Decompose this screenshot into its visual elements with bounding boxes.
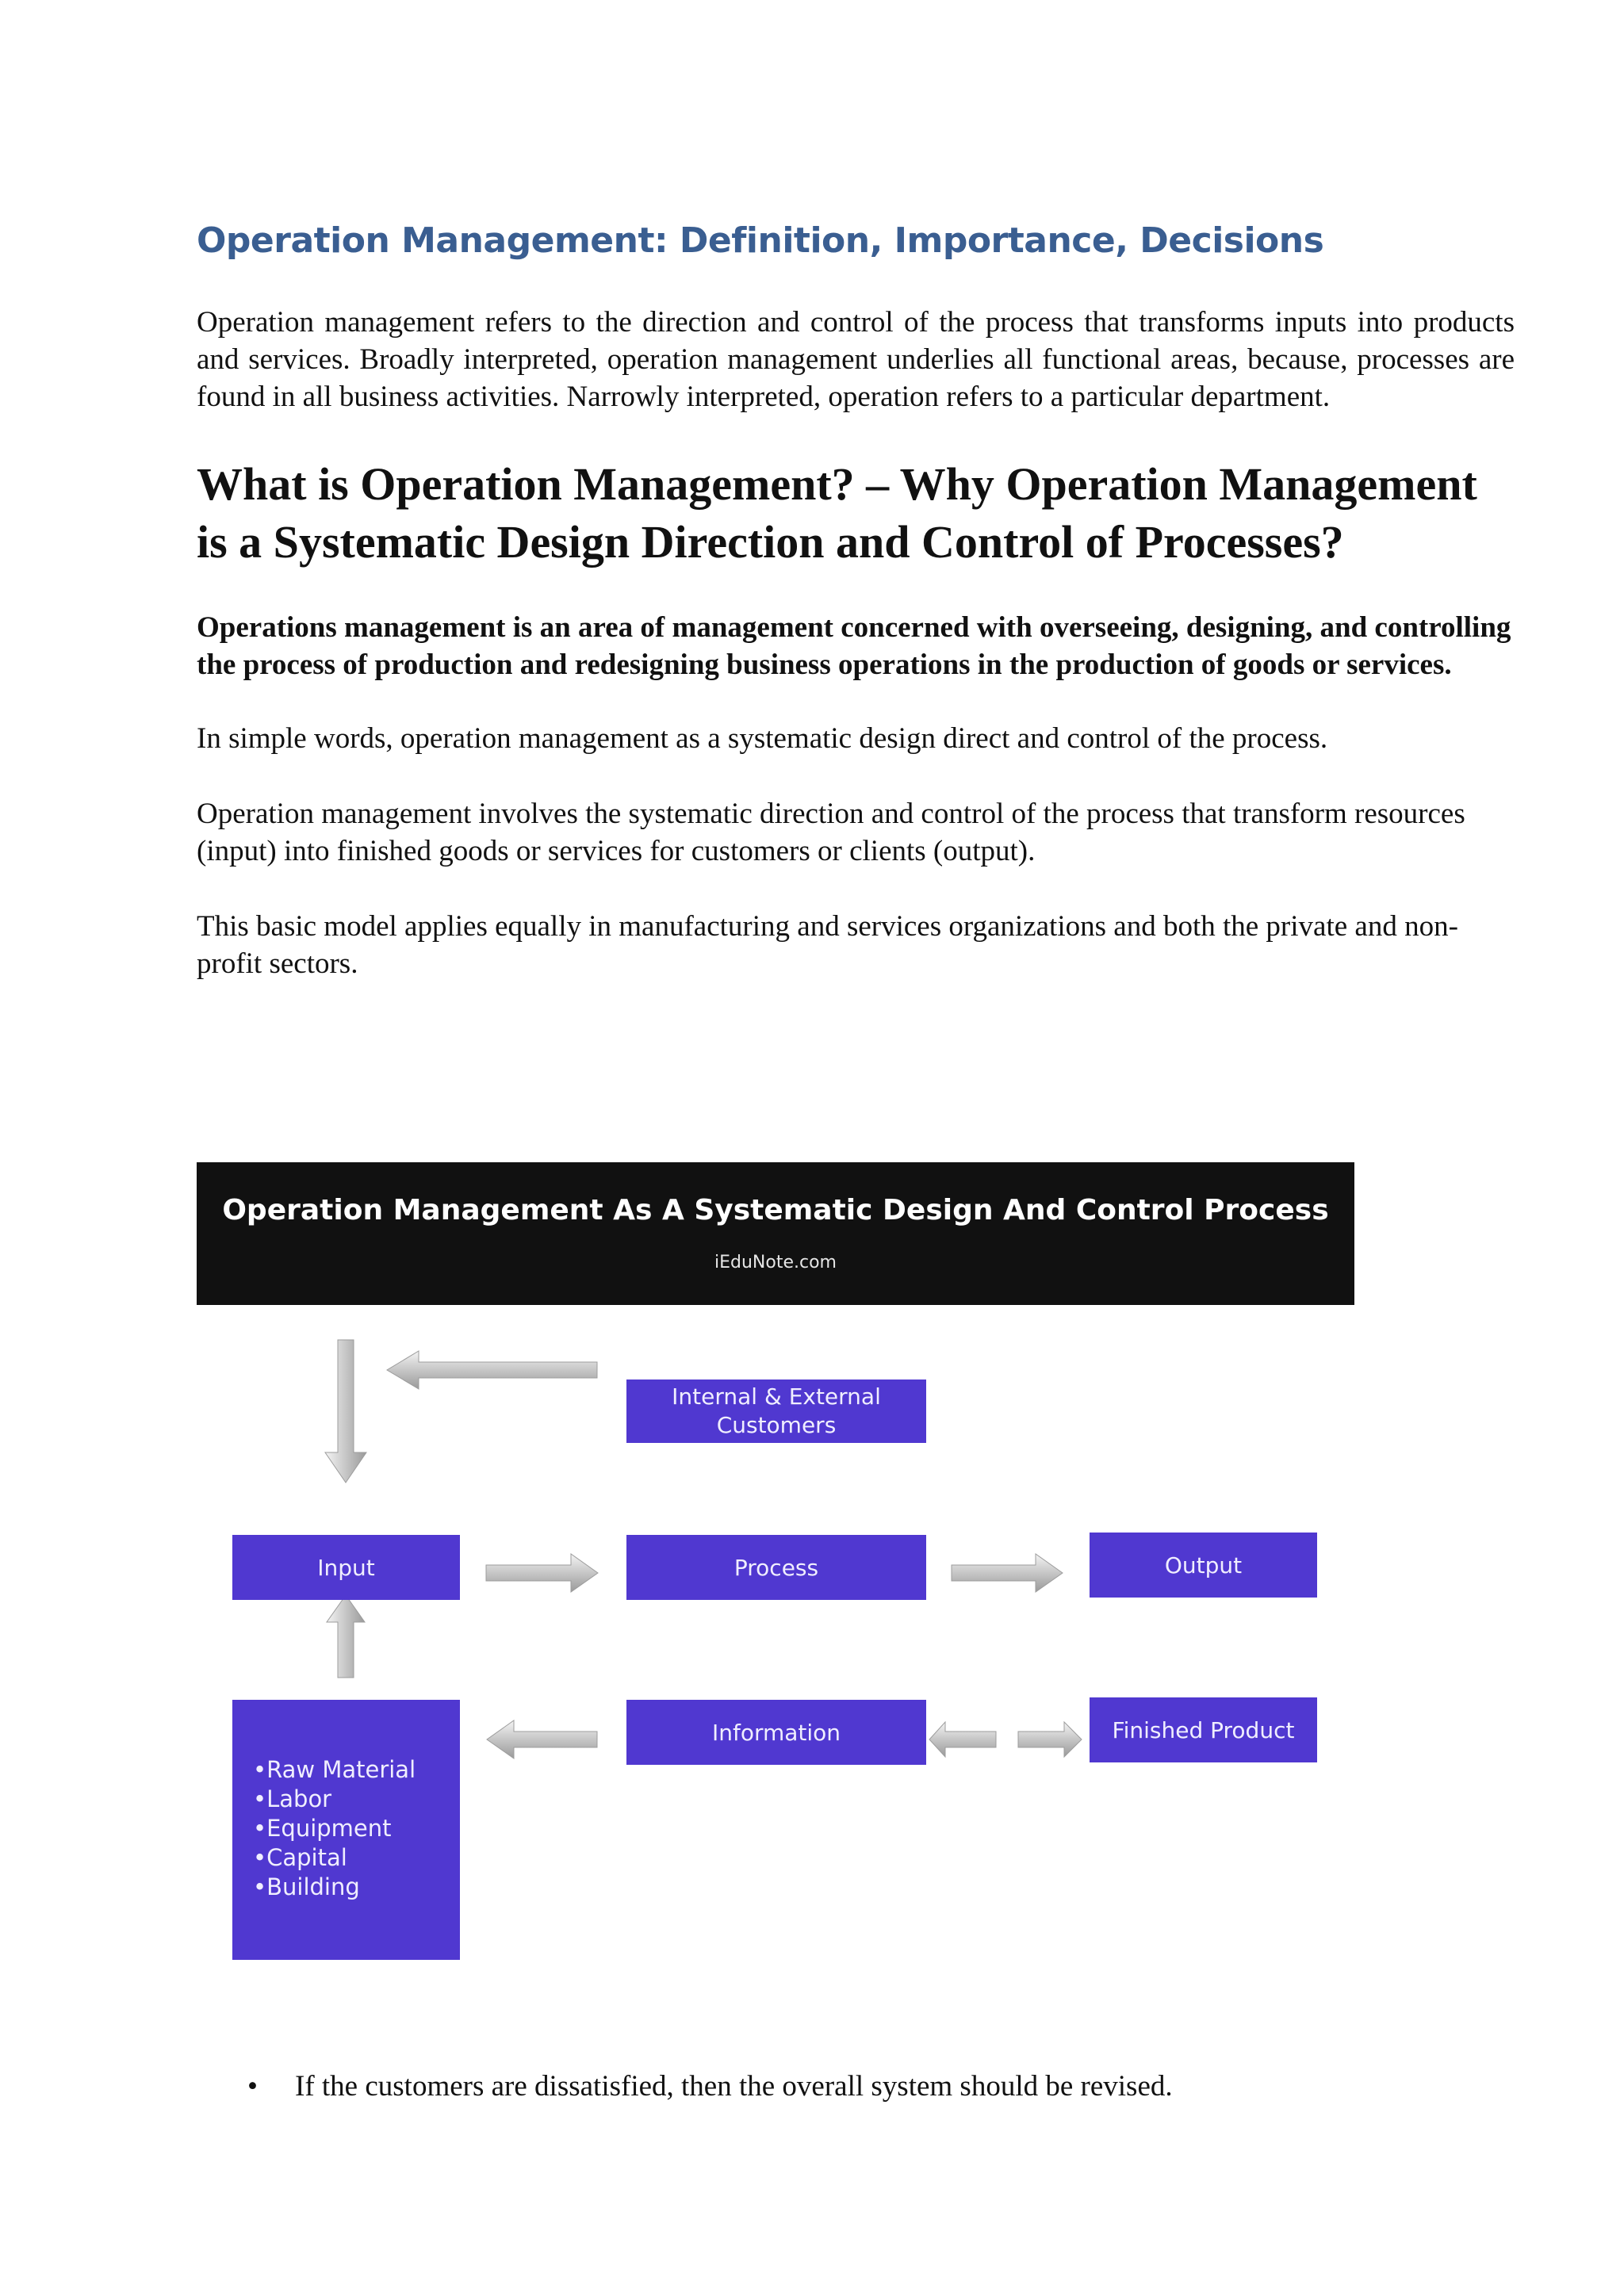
customers-box: Internal & External Customers (626, 1380, 926, 1443)
figure-title: Operation Management As A Systematic Design And Control Process (222, 1194, 1329, 1226)
document-title: Operation Management: Definition, Importance, Decisions (197, 220, 1324, 261)
paragraph: This basic model applies equally in manufacturing and services organizations and both the private and non-profit sectors. (197, 910, 1458, 980)
arrow-left-icon (929, 1722, 996, 1757)
list-item (197, 2068, 1515, 2105)
intro-paragraph: Operation management refers to the direction and control of the process that transforms inputs into products and services. Broadly interpreted, operation management underlies all functional areas, because, processes are found in all business activities. Narrowly interpreted, operation refers to a particular department. (197, 306, 1515, 413)
arrow-right-icon (486, 1554, 598, 1592)
document-body (197, 219, 1515, 1020)
finished-product-box: Finished Product (1090, 1697, 1317, 1762)
resource-item: •Raw Material (253, 1756, 416, 1783)
arrow-right-icon (952, 1554, 1063, 1592)
input-box: Input (232, 1535, 460, 1600)
arrow-left-icon (387, 1351, 597, 1389)
bullet-list (197, 2068, 1515, 2105)
resource-item: •Labor (253, 1785, 332, 1812)
section-heading: What is Operation Management? – Why Operation Management is a Systematic Design Direction and Control of Processes? (197, 458, 1477, 568)
paragraph: In simple words, operation management as a systematic design direct and control of the process. (197, 722, 1328, 755)
arrow-up-icon (327, 1595, 365, 1678)
figure-source: iEduNote.com (714, 1253, 837, 1272)
process-diagram-figure (197, 1162, 1354, 1963)
arrow-left-icon (487, 1720, 597, 1758)
information-box: Information (626, 1700, 926, 1765)
paragraph: Operation management involves the systematic direction and control of the process that transform resources (input) into finished goods or services for customers or clients (output). (197, 798, 1465, 867)
resource-item: •Capital (253, 1844, 347, 1871)
arrow-right-icon (1018, 1722, 1082, 1757)
resource-item: •Building (253, 1873, 360, 1900)
arrow-down-icon (325, 1340, 366, 1483)
resources-box (232, 1700, 460, 1960)
process-box: Process (626, 1535, 926, 1600)
resource-item: •Equipment (253, 1815, 392, 1842)
bullet-icon: • (247, 2070, 258, 2103)
definition-paragraph: Operations management is an area of management concerned with overseeing, designing, and controlling the process of production and redesigning business operations in the production of goods or services. (197, 611, 1511, 681)
list-item-text: If the customers are dissatisfied, then the overall system should be revised. (295, 2070, 1173, 2103)
output-box: Output (1090, 1533, 1317, 1598)
